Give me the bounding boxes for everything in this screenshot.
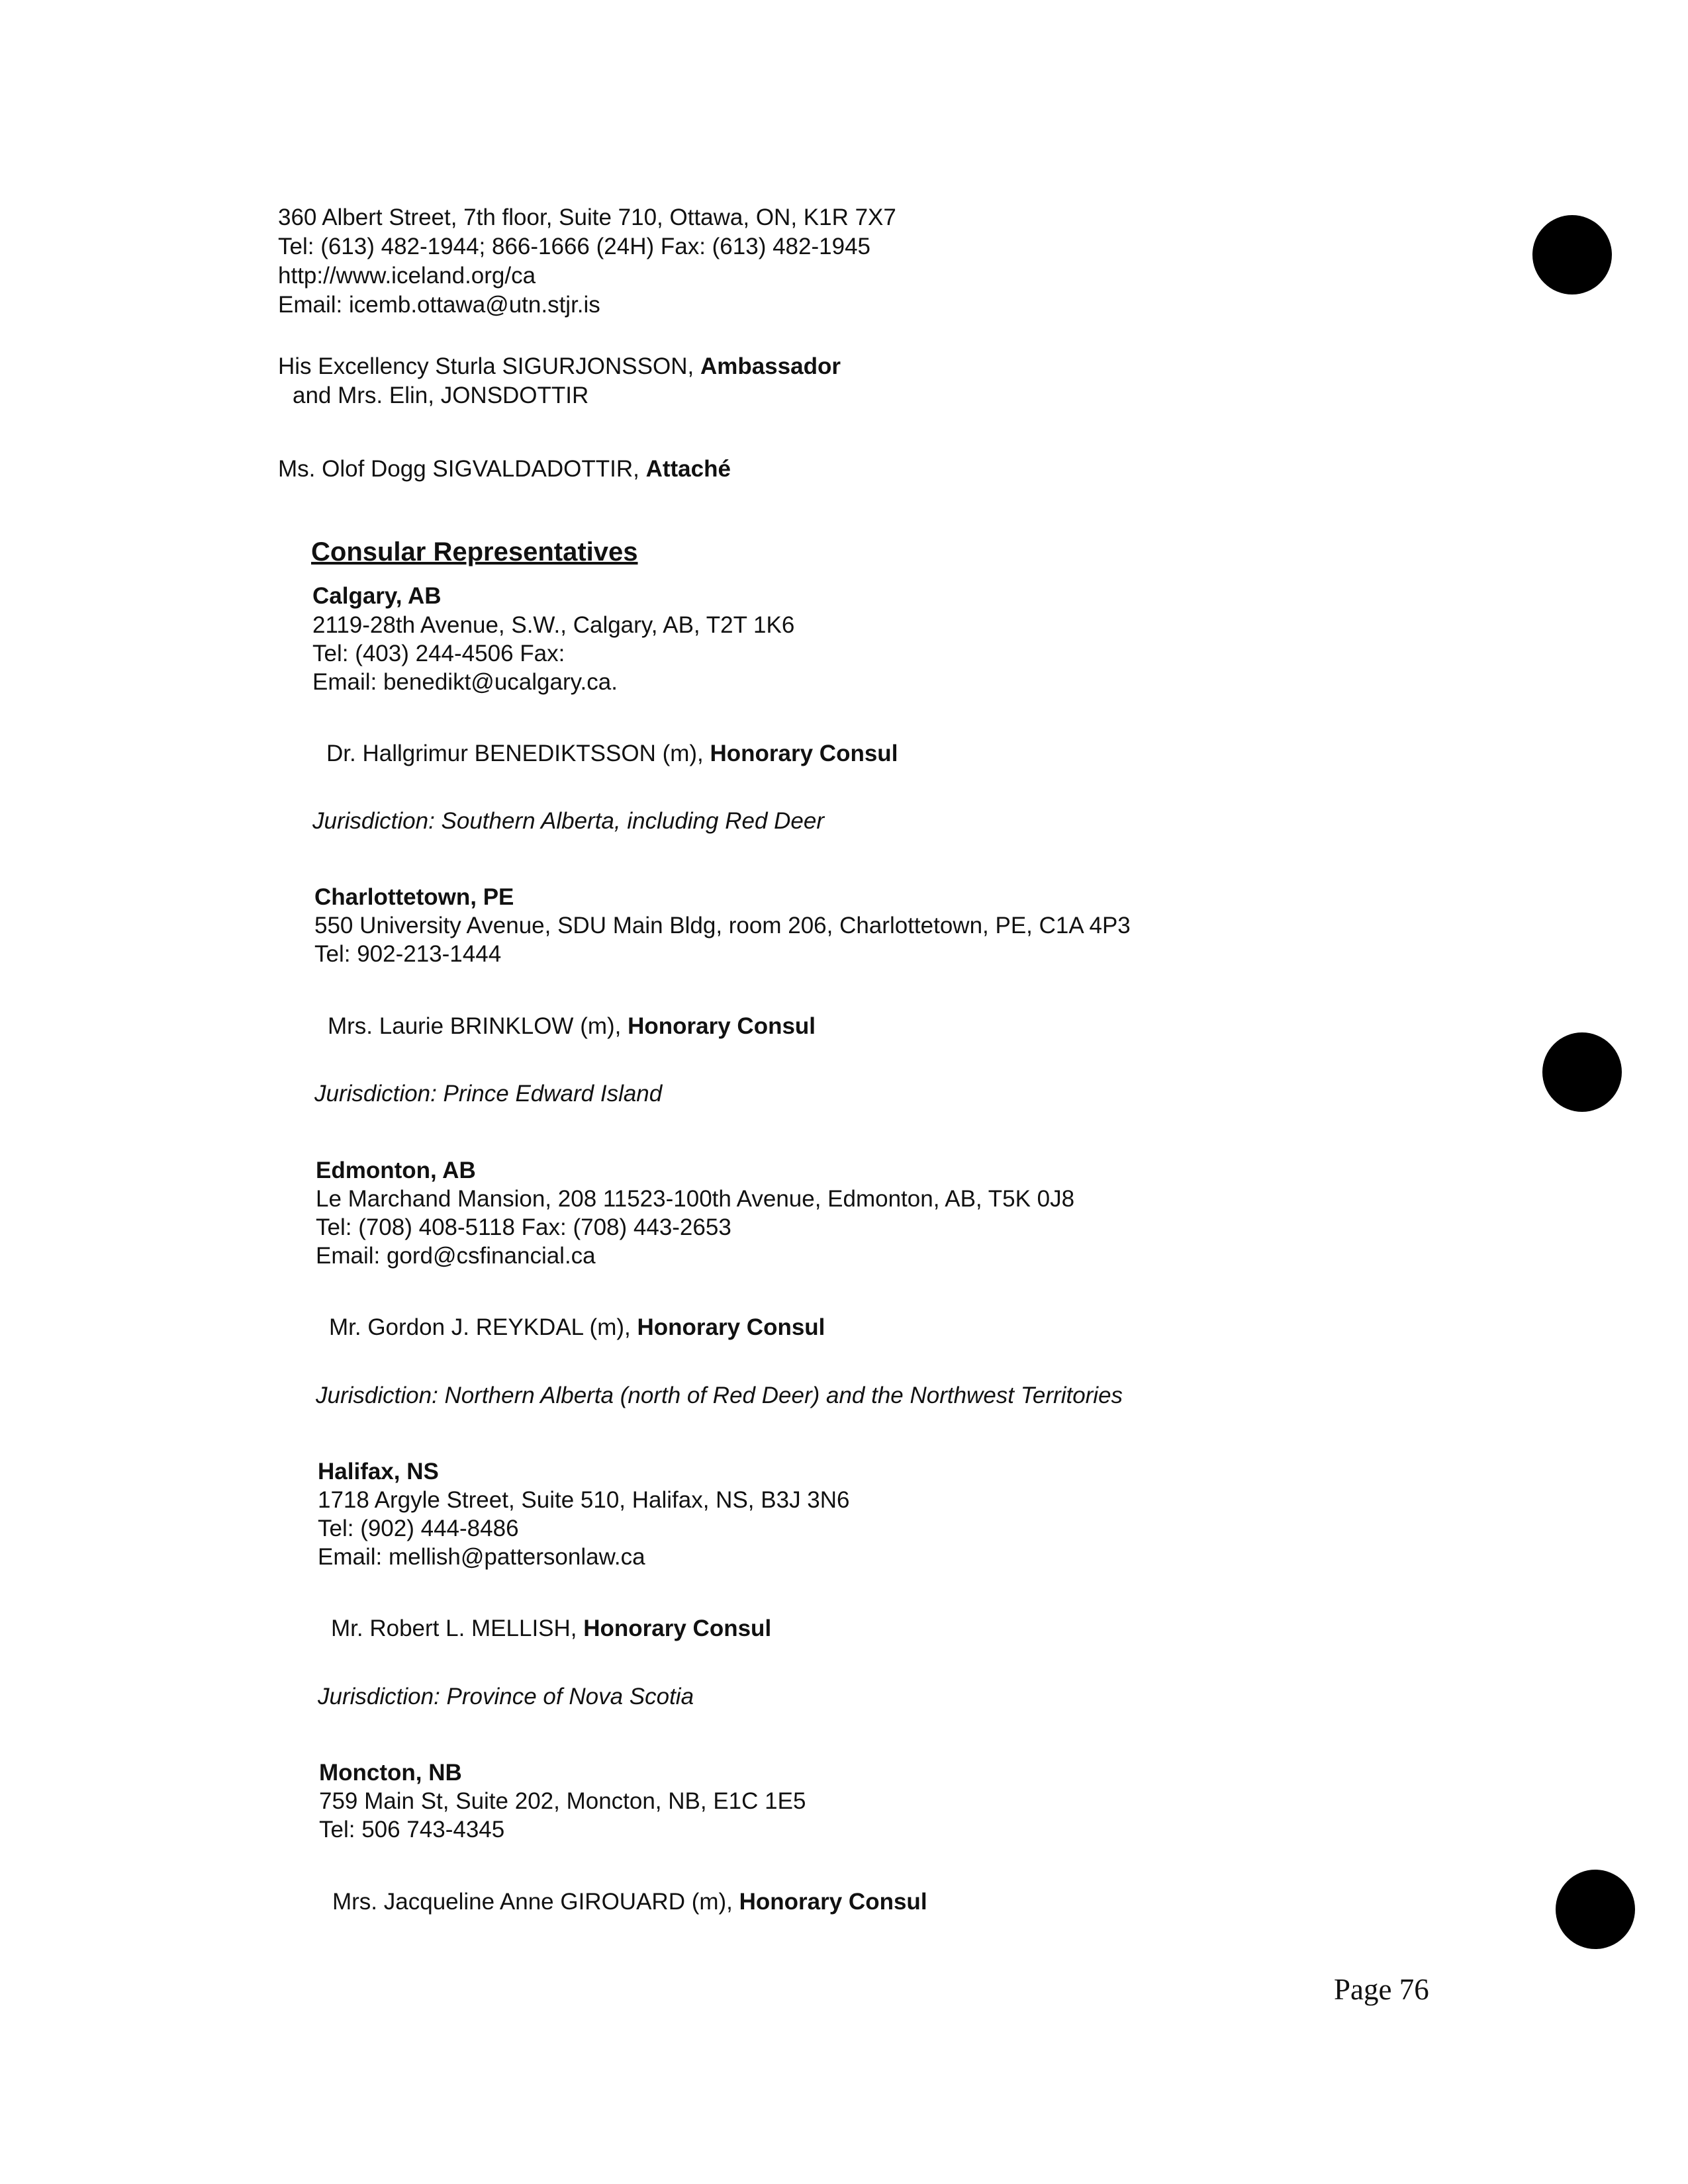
edmonton-tel: Tel: (708) 408-5118 Fax: (708) 443-2653 (316, 1214, 731, 1240)
attache-name: Ms. Olof Dogg SIGVALDADOTTIR, (278, 456, 646, 482)
city-halifax: Halifax, NS (318, 1459, 439, 1484)
embassy-tel: Tel: (613) 482-1944; 866-1666 (24H) Fax: (613) 482-1945 (278, 234, 870, 259)
city-charlottetown: Charlottetown, PE (314, 884, 514, 910)
embassy-address: 360 Albert Street, 7th floor, Suite 710, Ottawa, ON, K1R 7X7 (278, 205, 896, 230)
calgary-consul-name: Dr. Hallgrimur BENEDIKTSSON (m), (326, 741, 710, 766)
charlottetown-consul-name: Mrs. Laurie BRINKLOW (m), (328, 1013, 628, 1039)
moncton-consul-name: Mrs. Jacqueline Anne GIROUARD (m), (332, 1889, 739, 1915)
calgary-consul-line (326, 740, 898, 768)
halifax-consul-name: Mr. Robert L. MELLISH, (331, 1615, 584, 1641)
page-number: Page 76 (1334, 1973, 1429, 2006)
charlottetown-address: 550 University Avenue, SDU Main Bldg, room 206, Charlottetown, PE, C1A 4P3 (314, 913, 1131, 938)
charlottetown-consul-line (328, 1013, 816, 1040)
punch-hole-top (1532, 215, 1612, 295)
ambassador-title: Ambassador (700, 353, 841, 379)
ambassador-spouse: and Mrs. Elin, JONSDOTTIR (293, 383, 589, 408)
halifax-email: Email: mellish@pattersonlaw.ca (318, 1544, 645, 1570)
consular-heading: Consular Representatives (311, 537, 638, 567)
halifax-address: 1718 Argyle Street, Suite 510, Halifax, NS, B3J 3N6 (318, 1487, 850, 1513)
attache-title: Attaché (645, 456, 731, 482)
calgary-tel: Tel: (403) 244-4506 Fax: (312, 641, 565, 666)
attache-line (278, 455, 731, 483)
ambassador-name: His Excellency Sturla SIGURJONSSON, (278, 353, 700, 379)
calgary-address: 2119-28th Avenue, S.W., Calgary, AB, T2T 1K6 (312, 612, 795, 638)
city-moncton: Moncton, NB (319, 1760, 462, 1786)
ambassador-line (278, 353, 841, 381)
halifax-tel: Tel: (902) 444-8486 (318, 1516, 519, 1541)
charlottetown-jurisdiction: Jurisdiction: Prince Edward Island (314, 1081, 663, 1107)
edmonton-consul-name: Mr. Gordon J. REYKDAL (m), (329, 1314, 637, 1340)
moncton-tel: Tel: 506 743-4345 (319, 1817, 505, 1843)
calgary-consul-title: Honorary Consul (710, 741, 898, 766)
moncton-address: 759 Main St, Suite 202, Moncton, NB, E1C 1E5 (319, 1788, 806, 1814)
moncton-consul-line (332, 1888, 927, 1916)
punch-hole-bottom (1556, 1870, 1635, 1949)
halifax-consul-line (331, 1615, 771, 1643)
edmonton-consul-title: Honorary Consul (637, 1314, 825, 1340)
embassy-website-link[interactable]: http://www.iceland.org/ca (278, 263, 536, 289)
charlottetown-tel: Tel: 902-213-1444 (314, 941, 502, 967)
city-edmonton: Edmonton, AB (316, 1158, 476, 1183)
charlottetown-consul-title: Honorary Consul (628, 1013, 816, 1039)
edmonton-jurisdiction: Jurisdiction: Northern Alberta (north of Red Deer) and the Northwest Territories (316, 1383, 1123, 1408)
halifax-consul-title: Honorary Consul (583, 1615, 772, 1641)
moncton-consul-title: Honorary Consul (739, 1889, 927, 1915)
halifax-jurisdiction: Jurisdiction: Province of Nova Scotia (318, 1684, 694, 1709)
punch-hole-middle (1542, 1032, 1622, 1112)
edmonton-address: Le Marchand Mansion, 208 11523-100th Avenue, Edmonton, AB, T5K 0J8 (316, 1186, 1075, 1212)
city-calgary: Calgary, AB (312, 583, 442, 609)
embassy-email: Email: icemb.ottawa@utn.stjr.is (278, 292, 600, 318)
edmonton-consul-line (329, 1314, 825, 1342)
edmonton-email: Email: gord@csfinancial.ca (316, 1243, 596, 1269)
calgary-jurisdiction: Jurisdiction: Southern Alberta, including Red Deer (312, 808, 825, 834)
calgary-email: Email: benedikt@ucalgary.ca. (312, 669, 618, 695)
